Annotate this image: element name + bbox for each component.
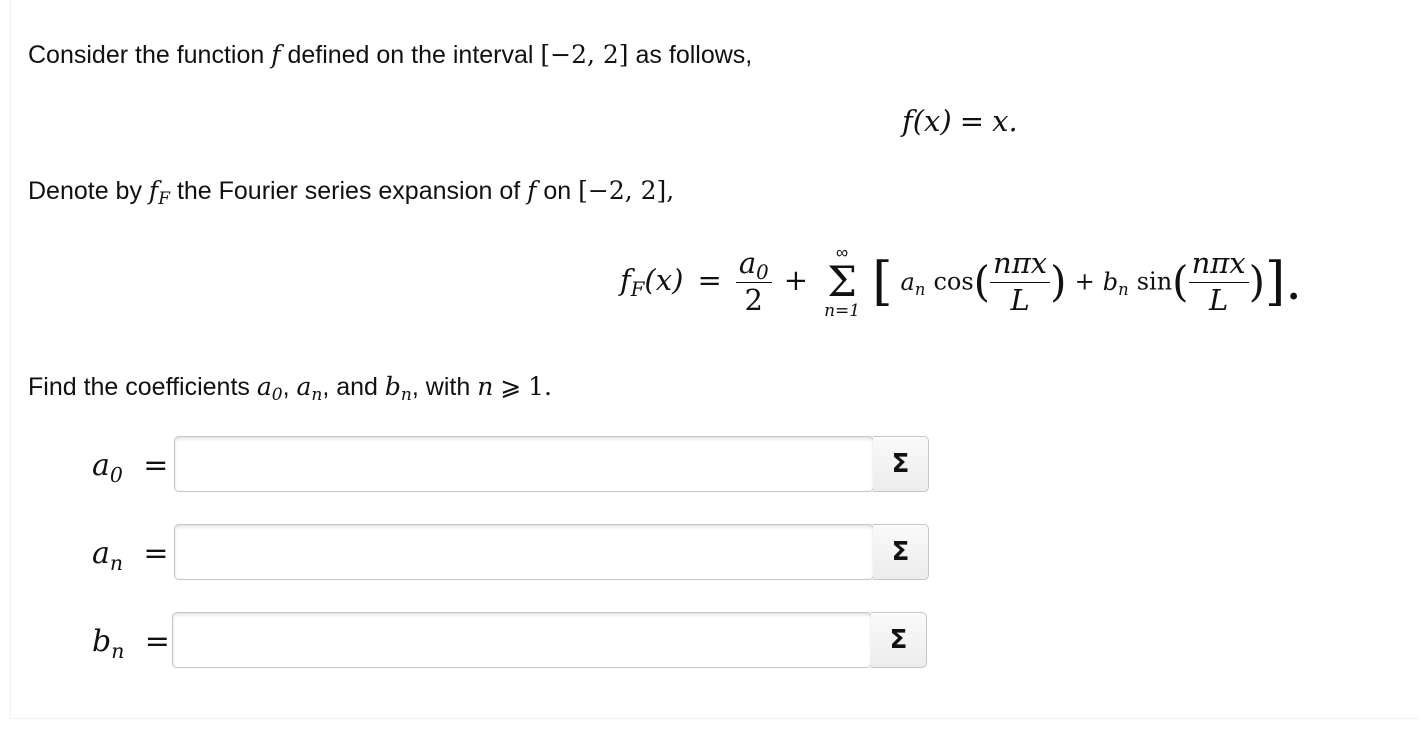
sigma-icon: Σ xyxy=(891,449,910,479)
bn-symbol: $b_n$ xyxy=(384,372,412,406)
interval: [−2, 2] xyxy=(540,40,629,69)
a0-label: $a_0$ = xyxy=(92,448,169,487)
sep-2: , and xyxy=(322,373,378,401)
series-lhs: $f_F(x)$ xyxy=(620,262,684,301)
find-text: Find the coefficients xyxy=(28,373,250,401)
sep-3: , with xyxy=(411,373,471,401)
an-label: $a_n$ = xyxy=(92,536,169,575)
def-lhs: f(x) xyxy=(902,104,952,138)
a0-input[interactable] xyxy=(174,436,874,492)
sin: sin xyxy=(1136,267,1173,296)
one: 1. xyxy=(528,372,553,401)
intro-text: Consider the function xyxy=(28,41,265,69)
paren-open-2: ( xyxy=(1172,257,1189,306)
npix-over-L-2: $\frac{\text{nπx}}{L}$ xyxy=(1189,248,1249,317)
denote-text-3: on xyxy=(543,177,572,205)
paren-close-2: ) xyxy=(1248,257,1266,306)
function-definition xyxy=(902,104,1018,139)
paren-open-1: ( xyxy=(973,257,991,306)
bn-input[interactable] xyxy=(172,612,872,668)
paren-close-1: ) xyxy=(1050,257,1067,306)
geq-symbol: ⩾ xyxy=(500,372,522,401)
right-bracket: ]. xyxy=(1265,252,1302,312)
fourier-symbol: $f_F$ xyxy=(148,176,170,210)
denote-text: Denote by xyxy=(28,177,142,205)
function-symbol-2: f xyxy=(527,176,537,205)
an-sigma-button[interactable] xyxy=(873,524,929,580)
bn-label: $b_n$ = xyxy=(92,624,170,663)
a0-over-2: $\frac{a_0}{2}$ xyxy=(736,248,772,317)
denote-text-2: the Fourier series expansion of xyxy=(176,177,521,205)
cos: cos xyxy=(933,267,974,296)
summation: ∞ Σ n=1 xyxy=(824,243,861,321)
series-eq: = xyxy=(697,262,722,297)
fourier-series-formula xyxy=(620,244,1302,320)
bn-term: $b_n$ xyxy=(1102,267,1129,299)
bn-sigma-button[interactable] xyxy=(871,612,927,668)
denote-line xyxy=(28,176,675,210)
plus-sign: + xyxy=(783,262,809,297)
interval-2: [−2, 2], xyxy=(578,176,675,205)
intro-line xyxy=(28,40,752,70)
a0-symbol: $a_0$ xyxy=(256,372,283,406)
a0-sigma-button[interactable] xyxy=(873,436,929,492)
plus-sign-2: + xyxy=(1074,267,1095,296)
def-rhs: x. xyxy=(992,104,1018,138)
an-term: $a_n$ xyxy=(900,267,926,299)
sigma-icon: Σ xyxy=(891,537,910,567)
def-eq: = xyxy=(959,104,985,138)
intro-text-2: defined on the interval xyxy=(287,41,534,69)
an-input[interactable] xyxy=(174,524,874,580)
npix-over-L-1: $\frac{\text{nπx}}{L}$ xyxy=(990,248,1050,317)
sigma-icon: Σ xyxy=(889,625,908,655)
an-symbol: $a_n$ xyxy=(296,372,323,406)
function-symbol: f xyxy=(271,40,281,69)
left-bracket: [ xyxy=(872,252,893,312)
n-symbol: n xyxy=(477,372,494,401)
find-line xyxy=(28,372,553,406)
sep-1: , xyxy=(282,373,290,401)
intro-text-3: as follows, xyxy=(635,41,753,69)
